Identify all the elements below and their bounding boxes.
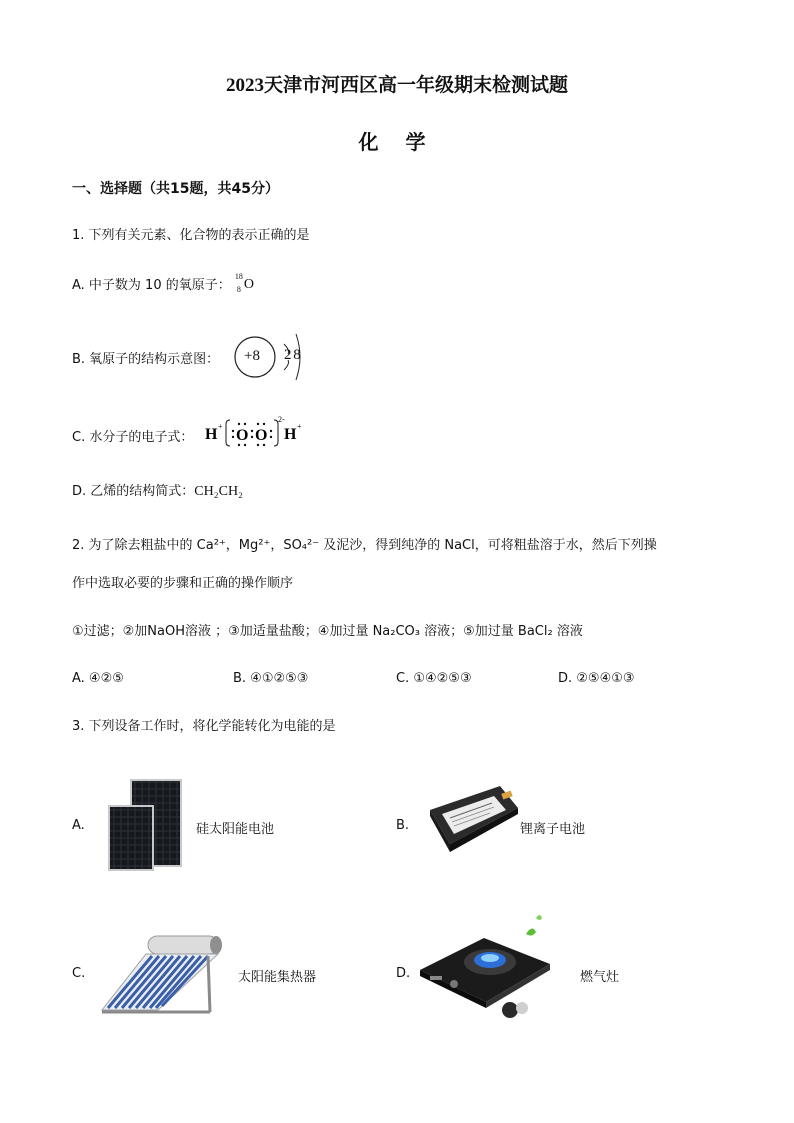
- q3-option-a-letter: A.: [72, 818, 85, 833]
- q3-option-b-caption: 锂离子电池: [520, 822, 586, 837]
- svg-text:+: +: [218, 422, 223, 431]
- ethylene-formula: CH₂CH₂: [194, 484, 243, 499]
- battery-icon: [420, 780, 520, 860]
- mass-number: 18: [234, 271, 243, 281]
- q1-option-d: [72, 480, 243, 500]
- element-symbol: O: [243, 276, 255, 292]
- q2-option-c: C. ①④②⑤③: [396, 671, 472, 686]
- gas-stove-icon: [414, 914, 554, 1020]
- svg-text:+: +: [297, 422, 302, 431]
- q3-option-c-caption: 太阳能集热器: [238, 970, 317, 985]
- q3-option-d-letter: D.: [396, 966, 411, 981]
- q3-option-b-letter: B.: [396, 818, 410, 833]
- electron-shells: 2 8: [284, 347, 300, 363]
- lithium-battery-image: [420, 780, 520, 860]
- solar-panel-icon: [100, 775, 190, 875]
- svg-text:O: O: [255, 427, 268, 444]
- q1-option-b: B. 氧原子的结构示意图：: [72, 352, 220, 367]
- water-electron-formula: [204, 414, 314, 450]
- solar-panel-image: [100, 775, 190, 875]
- atomic-number: 8: [236, 284, 241, 294]
- svg-text:2-: 2-: [278, 415, 285, 424]
- gas-stove-image: [414, 914, 554, 1020]
- section-title: 一、选择题（共15题，共45分）: [72, 181, 279, 197]
- solar-water-heater-image: [98, 928, 230, 1018]
- q3-option-a-caption: 硅太阳能电池: [196, 822, 275, 837]
- nucleus-charge: +8: [244, 348, 260, 364]
- question-2-stem-line1: 2. 为了除去粗盐中的 Ca²⁺，Mg²⁺，SO₄²⁻ 及泥沙，得到纯净的 NaCl，可将粗盐溶于水，然后下列操: [72, 538, 657, 553]
- question-2-steps: ①过滤；②加NaOH溶液 ；③加适量盐酸；④加过量 Na₂CO₃ 溶液；⑤加过量 BaCl₂ 溶液: [72, 624, 583, 639]
- q2-option-b: B. ④①②⑤③: [233, 671, 309, 686]
- q1-option-a-label: A. 中子数为 10 的氧原子：: [72, 278, 231, 293]
- solar-heater-icon: [98, 928, 230, 1018]
- q1-option-c: C. 水分子的电子式：: [72, 430, 194, 445]
- svg-text:O: O: [236, 427, 249, 444]
- svg-text:H: H: [284, 426, 297, 443]
- question-3-stem: 3. 下列设备工作时，将化学能转化为电能的是: [72, 719, 336, 734]
- electron-formula-svg: [204, 414, 314, 450]
- q3-option-d-caption: 燃气灶: [580, 970, 620, 985]
- page-title: 2023天津市河西区高一年级期末检测试题: [225, 75, 568, 96]
- q2-option-d: D. ②⑤④①③: [558, 671, 635, 686]
- svg-text:H: H: [205, 426, 218, 443]
- oxygen-isotope-symbol: [234, 271, 255, 294]
- q1-option-a: [72, 271, 255, 294]
- q1-option-d-label: D. 乙烯的结构简式：: [72, 484, 195, 499]
- question-2-stem-line2: 作中选取必要的步骤和正确的操作顺序: [72, 576, 294, 591]
- question-1-stem: 1. 下列有关元素、化合物的表示正确的是: [72, 228, 310, 243]
- oxygen-atom-structure-diagram: [232, 330, 312, 384]
- subject-title: 化 学: [358, 130, 436, 154]
- q3-option-c-letter: C.: [72, 966, 86, 981]
- q2-option-a: A. ④②⑤: [72, 671, 124, 686]
